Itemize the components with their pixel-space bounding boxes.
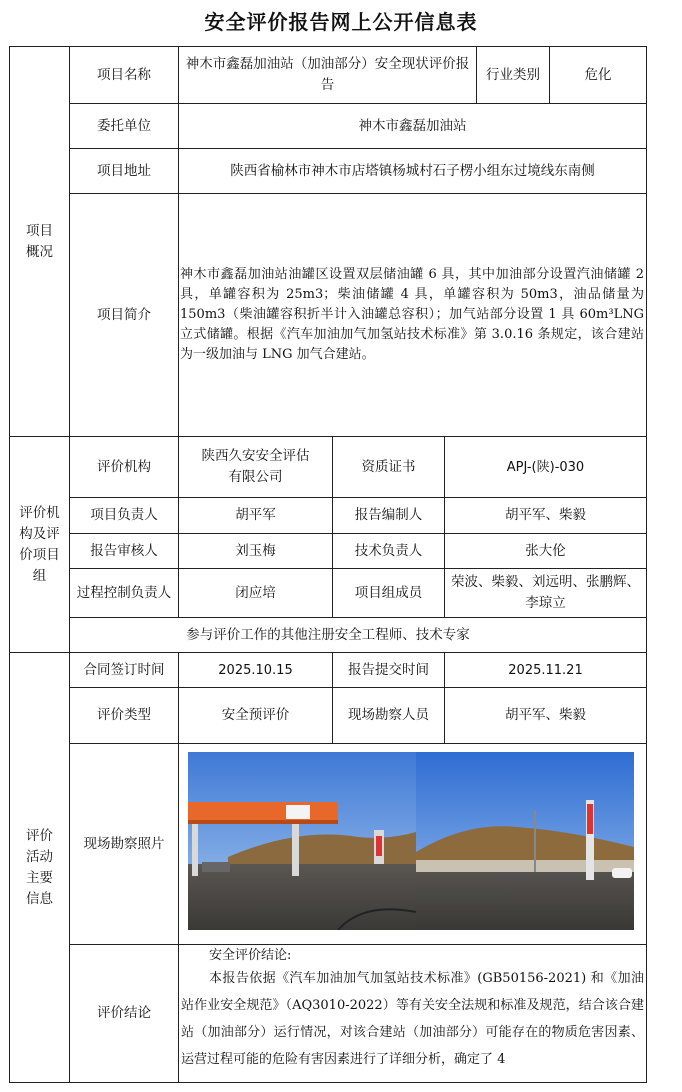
cert-value — [444, 436, 647, 498]
address-label — [69, 148, 179, 194]
inspectors-label — [332, 687, 445, 744]
reviewer-text: 刘玉梅 — [235, 542, 276, 559]
cert-label — [332, 436, 445, 498]
conclusion-text-block — [181, 945, 644, 1073]
submit-text: 2025.11.21 — [508, 662, 583, 678]
type-label — [69, 687, 179, 744]
conclusion-body: 本报告依据《汽车加油加气加氢站技术标准》(GB50156-2021) 和《加油站作业安全规范》（AQ3010-2022）等有关安全法规和标准及规范，结合该合建站（加油部分）运行情况，对该合建站（加油部分）可能存在的物质危害因素、运营过程可能的危险有害因素进行了详细分析，确定了 4 — [181, 971, 644, 1067]
site-photo-left-graphic — [188, 752, 416, 930]
leader-label — [69, 497, 179, 534]
agency-label — [69, 436, 179, 498]
conclusion-label-text: 评价结论 — [97, 1005, 151, 1021]
address-text: 陕西省榆林市神木市店塔镇杨城村石子楞小组东过境线东南侧 — [230, 162, 595, 179]
experts-label-text: 参与评价工作的其他注册安全工程师、技术专家 — [186, 626, 470, 643]
photo-label — [69, 743, 179, 945]
agency-text: 陕西久安安全评估有限公司 — [201, 448, 310, 485]
conclusion-label — [69, 944, 179, 1083]
conclusion-value — [178, 944, 647, 1083]
submit-label-text: 报告提交时间 — [348, 661, 429, 678]
submit-value — [444, 652, 647, 688]
industry-label — [476, 46, 550, 104]
process-label — [69, 568, 179, 618]
cert-text: APJ-(陕)-030 — [506, 459, 585, 475]
process-label-text: 过程控制负责人 — [76, 584, 172, 601]
intro-text: 神木市鑫磊加油站油罐区设置双层储油罐 6 具，其中加油部分设置汽油储罐 2 具，单罐容积为 25m3；柴油储罐 4 具，单罐容积为 50m3，油品储量为 150m3（柴油罐容积折半计入油罐总容积）；加气站部分设置 1 具 60m³LNG 立式储罐。根据《汽车加油加气加氢站技术标准》第 3.0.16 条规定，该合建站为一级加油与 LNG 加气合建站。 — [180, 267, 644, 362]
author-value — [444, 497, 647, 534]
contract-text: 2025.10.15 — [218, 662, 293, 678]
process-text: 闭应培 — [235, 584, 276, 601]
site-photo-right-graphic — [416, 752, 634, 930]
intro-label-text: 项目简介 — [97, 306, 151, 323]
members-value — [444, 568, 647, 618]
type-text: 安全预评价 — [221, 707, 290, 723]
leader-label-text: 项目负责人 — [90, 507, 158, 523]
industry-label-text: 行业类别 — [486, 66, 540, 83]
tech-label — [332, 533, 445, 569]
section-org — [9, 436, 70, 653]
process-value — [178, 568, 333, 618]
address-label-text: 项目地址 — [97, 162, 151, 179]
agency-label-text: 评价机构 — [97, 458, 151, 475]
experts-row — [69, 617, 647, 653]
contract-value — [178, 652, 333, 688]
tech-label-text: 技术负责人 — [354, 542, 423, 559]
site-photo-left — [188, 752, 416, 930]
project-name-text: 神木市鑫磊加油站（加油部分）安全现状评价报告 — [185, 56, 470, 93]
contract-label — [69, 652, 179, 688]
members-label — [332, 568, 445, 618]
section-overview — [9, 46, 70, 437]
type-value — [178, 687, 333, 744]
page-title: 安全评价报告网上公开信息表 — [204, 10, 478, 34]
site-photo-right — [416, 752, 634, 930]
industry-value — [549, 46, 647, 104]
project-name-value — [178, 46, 477, 104]
intro-value — [178, 193, 647, 437]
tech-value — [444, 533, 647, 569]
photo-label-text: 现场勘察照片 — [83, 835, 165, 852]
leader-value — [178, 497, 333, 534]
section-activity — [9, 652, 70, 1083]
inspectors-value — [444, 687, 647, 744]
conclusion-title: 安全评价结论: — [209, 948, 292, 963]
type-label-text: 评价类型 — [97, 707, 151, 723]
cert-label-text: 资质证书 — [361, 458, 416, 475]
agency-value — [178, 436, 333, 498]
project-name-label — [69, 46, 179, 104]
reviewer-value — [178, 533, 333, 569]
client-value — [178, 103, 647, 149]
members-label-text: 项目组成员 — [354, 584, 423, 601]
section-activity-label: 评价活动主要信息 — [26, 827, 53, 907]
section-overview-label: 项目概况 — [26, 222, 53, 260]
leader-text: 胡平军 — [235, 507, 276, 523]
address-value — [178, 148, 647, 194]
reviewer-label — [69, 533, 179, 569]
author-label — [332, 497, 445, 534]
project-name-label-text: 项目名称 — [97, 66, 151, 83]
members-text: 荣波、柴毅、刘远明、张鹏辉、李琼立 — [451, 574, 640, 611]
section-org-label: 评价机构及评价项目组 — [19, 504, 60, 584]
author-text: 胡平军、柴毅 — [505, 507, 586, 523]
contract-label-text: 合同签订时间 — [83, 661, 165, 678]
author-label-text: 报告编制人 — [354, 507, 423, 523]
inspectors-label-text: 现场勘察人员 — [348, 707, 429, 723]
submit-label — [332, 652, 445, 688]
inspectors-text: 胡平军、柴毅 — [505, 707, 586, 723]
industry-text: 危化 — [584, 66, 612, 83]
client-label — [69, 103, 179, 149]
client-text: 神木市鑫磊加油站 — [358, 117, 467, 134]
client-label-text: 委托单位 — [97, 117, 151, 134]
tech-text: 张大伦 — [525, 542, 566, 559]
intro-label — [69, 193, 179, 437]
reviewer-label-text: 报告审核人 — [90, 542, 158, 559]
